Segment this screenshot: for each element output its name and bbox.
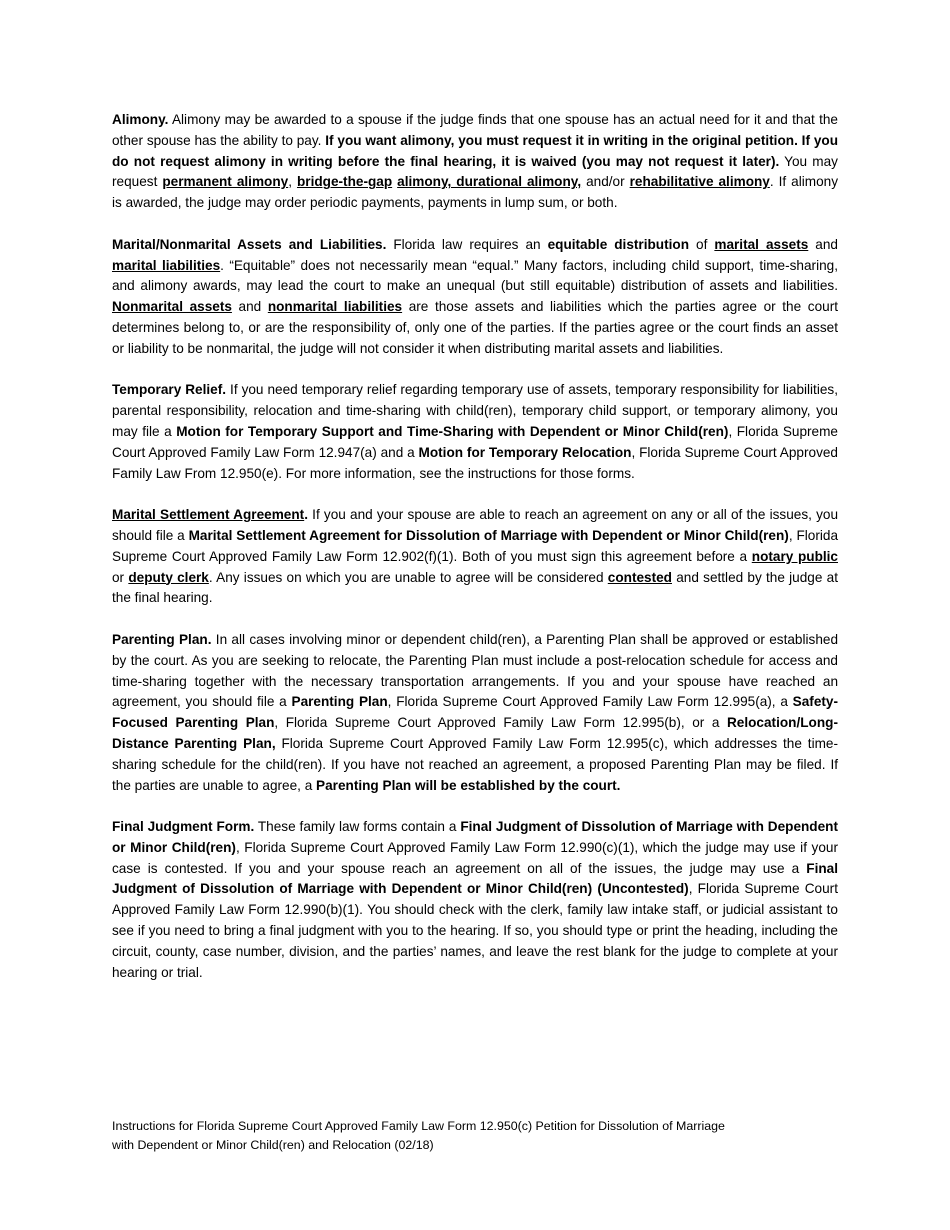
assets-heading: Marital/Nonmarital Assets and Liabilities. [112, 236, 387, 252]
settlement-text-1: If you and your spouse are able to reach an agreement on any or all of the issues, you should file a [112, 507, 839, 543]
term-rehabilitative-alimony: rehabilitative alimony [629, 174, 770, 190]
settlement-text-3: or [112, 569, 129, 585]
term-bridge-the-gap: bridge-the-gap [296, 174, 393, 190]
assets-text-6: are those assets and liabilities which the parties agree or the court determines belong to, or are the responsibility of, only one of the parties. If the parties agree or the court finds an asset or liability to be nonmarital, the judge will not consider it when distributing marital assets and liabilities. [112, 299, 838, 356]
alimony-text-5: and/or [581, 174, 630, 190]
term-notary-public: notary public [751, 548, 838, 564]
form-parenting-plan: Parenting Plan [291, 694, 388, 710]
term-equitable-distribution: equitable distribution [547, 236, 690, 252]
term-deputy-clerk: deputy clerk [128, 569, 209, 585]
settlement-text-2: , Florida Supreme Court Approved Family Law Form 12.902(f)(1). Both of you must sign this agreement before a [112, 527, 839, 564]
form-motion-temporary-support: Motion for Temporary Support and Time-Sharing with Dependent or Minor Child(ren) [176, 423, 729, 439]
final-judgment-heading: Final Judgment Form. [112, 819, 255, 835]
assets-text-2: of [689, 236, 715, 252]
assets-text-3: and [808, 236, 838, 252]
parenting-plan-heading: Parenting Plan. [112, 631, 212, 647]
term-contested: contested [607, 569, 672, 585]
temporary-text-1: If you need temporary relief regarding temporary use of assets, temporary responsibility for liabilities, parental responsibility, relocation and time-sharing with child(ren), temporary child support, or temporary alimony, you may file a [112, 382, 838, 439]
term-nonmarital-liabilities: nonmarital liabilities [267, 299, 403, 315]
term-permanent-alimony: permanent alimony [162, 174, 289, 190]
parenting-text-4: Florida Supreme Court Approved Family Law Form 12.995(c), which addresses the time-sharing schedule for the child(ren). If you have not reached an agreement, a proposed Parenting Plan may be filed. If the parties are unable to agree, a [112, 735, 838, 793]
judgment-text-3: , Florida Supreme Court Approved Family Law Form 12.990(b)(1). You should check with the clerk, family law intake staff, or judicial assistant to see if you need to bring a final judgment with you to the hearing. If so, you should type or print the heading, including the circuit, county, case number, division, and the parties’ names, and leave the rest blank for the judge to complete at your hearing or trial. [112, 881, 838, 980]
page-footer [112, 1117, 838, 1155]
term-marital-liabilities: marital liabilities [112, 257, 221, 273]
term-durational-alimony: alimony, durational alimony, [397, 174, 582, 190]
form-motion-temporary-relocation: Motion for Temporary Relocation [418, 444, 632, 460]
term-nonmarital-assets: Nonmarital assets [112, 299, 232, 315]
form-final-judgment-contested: Final Judgment of Dissolution of Marriage with Dependent or Minor Child(ren) [112, 819, 839, 855]
settlement-heading: Marital Settlement Agreement [112, 507, 305, 523]
term-marital-assets: marital assets [714, 236, 809, 252]
assets-text-1: Florida law requires an [386, 236, 548, 252]
alimony-text-6: . If alimony is awarded, the judge may order periodic payments, payments in lump sum, or both. [112, 174, 839, 211]
alimony-bold-warning: If you want alimony, you must request it in writing in the original petition. If you do not request alimony in writing before the final hearing, it is waived (you may not request it later). [112, 132, 838, 169]
settlement-text-4: . Any issues on which you are unable to agree will be considered [208, 569, 608, 585]
parenting-plan-paragraph [112, 630, 838, 796]
form-relocation-plan: Relocation/Long-Distance Parenting Plan, [112, 715, 838, 751]
alimony-text-3: , [288, 174, 297, 190]
temporary-relief-paragraph [112, 380, 838, 484]
parenting-text-1: In all cases involving minor or dependent child(ren), a Parenting Plan shall be approved or established by the court. As you are seeking to relocate, the Parenting Plan must include a post-relocation schedule for access and time-sharing together with the necessary transportation arrangements. If you and your spouse have reached an agreement, you should file a [112, 631, 839, 710]
temporary-relief-heading: Temporary Relief. [112, 382, 227, 398]
final-judgment-paragraph [112, 817, 838, 983]
document-body [112, 110, 838, 1004]
alimony-heading: Alimony. [112, 112, 169, 127]
settlement-heading-period: . [304, 507, 308, 523]
settlement-text-5: and settled by the judge at the final hearing. [112, 569, 838, 606]
settlement-paragraph [112, 505, 838, 609]
assets-text-4: . “Equitable” does not necessarily mean “equal.” Many factors, including child support, time-sharing, and alimony awards, may lead the court to make an unequal (but still equitable) distribution of assets and liabilities. [112, 257, 839, 294]
judgment-text-2: , Florida Supreme Court Approved Family Law Form 12.990(c)(1), which the judge may use if your case is contested. If you and your spouse reach an agreement on all of the issues, the judge may use a [112, 839, 838, 876]
assets-paragraph [112, 235, 838, 360]
alimony-text-2: You may request [112, 153, 838, 190]
alimony-text-1: Alimony may be awarded to a spouse if the judge finds that one spouse has an actual need for it and that the other spouse has the ability to pay. [112, 112, 838, 148]
footer-line-1: Instructions for Florida Supreme Court Approved Family Law Form 12.950(c) Petition for Dissolution of Marriage [112, 1119, 725, 1133]
temporary-text-2: , Florida Supreme Court Approved Family Law Form 12.947(a) and a [112, 423, 838, 460]
temporary-text-3: , Florida Supreme Court Approved Family Law From 12.950(e). For more information, see the instructions for those forms. [112, 444, 838, 481]
parenting-plan-established: Parenting Plan will be established by the court. [316, 777, 621, 793]
assets-text-5: and [231, 299, 268, 315]
form-marital-settlement-agreement: Marital Settlement Agreement for Dissolution of Marriage with Dependent or Minor Child(ren) [188, 527, 789, 543]
form-safety-focused-plan: Safety-Focused Parenting Plan [112, 694, 838, 731]
parenting-text-2: , Florida Supreme Court Approved Family Law Form 12.995(a), a [387, 694, 793, 710]
alimony-paragraph [112, 110, 838, 214]
footer-line-2: with Dependent or Minor Child(ren) and Relocation (02/18) [112, 1138, 434, 1152]
form-final-judgment-uncontested: Final Judgment of Dissolution of Marriage with Dependent or Minor Child(ren) (Uncontested) [112, 860, 838, 897]
judgment-text-1: These family law forms contain a [254, 819, 461, 835]
parenting-text-3: , Florida Supreme Court Approved Family Law Form 12.995(b), or a [274, 715, 727, 731]
